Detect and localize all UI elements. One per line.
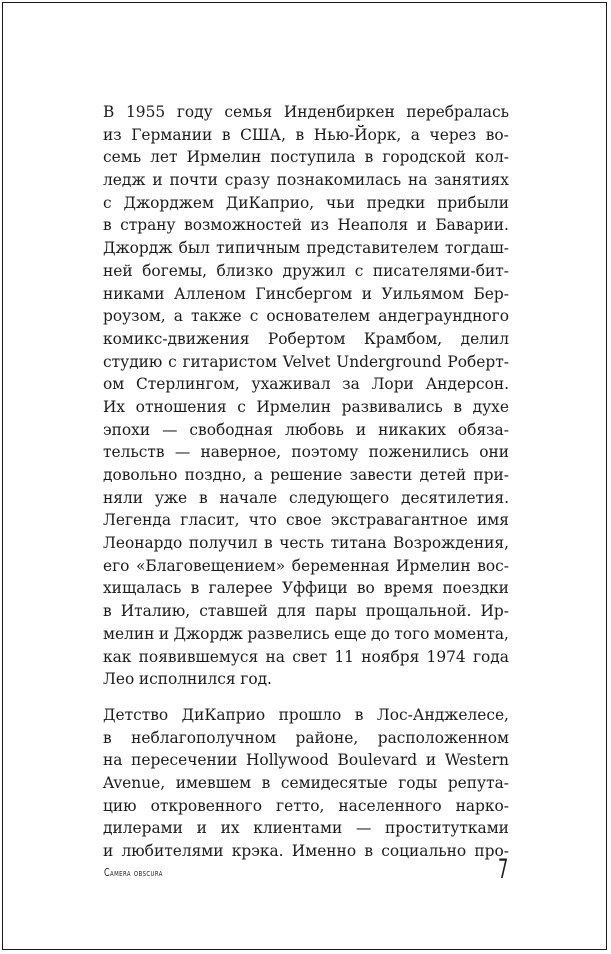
text-line: комикс-движения Робертом Крамбом, делил [103, 329, 509, 348]
page-number: 7 [498, 854, 509, 885]
text-line: студию с гитаристом Velvet Underground Роберт- [103, 352, 509, 371]
text-line: в Италию, ставшей для пары прощальной. Ир- [103, 602, 509, 621]
text-line: Их отношения с Ирмелин развивались в духе [103, 397, 509, 416]
text-line: Джордж был типичным представителем тогдаш- [103, 239, 509, 258]
text-line: тельств — наверное, поэтому поженились они [103, 443, 509, 462]
text-line: эпохи — свободная любовь и никаких обяза- [103, 420, 509, 439]
text-line: Леонардо получил в честь титана Возрождения, [103, 534, 509, 553]
text-line: цию откровенного гетто, населенного нарко- [103, 796, 509, 815]
body-text [103, 101, 509, 863]
paragraph [103, 101, 509, 691]
running-footer-title: Camera obscura [104, 867, 163, 879]
text-line: ледж и почти сразу познакомилась на занятиях [103, 171, 509, 190]
text-line: мелин и Джордж развелись еще до того момента, [103, 624, 509, 643]
text-line: никами Алленом Гинсбергом и Уильямом Бер- [103, 284, 509, 303]
text-line: в неблагополучном районе, расположенном [103, 728, 509, 747]
text-line: на пересечении Hollywood Boulevard и Western [103, 751, 509, 770]
text-line: дилерами и их клиентами — проститутками [103, 819, 509, 838]
text-line: ней богемы, близко дружил с писателями-бит- [103, 261, 509, 280]
text-line: хищалась в галерее Уффици во время поездки [103, 579, 509, 598]
text-line: как появившемуся на свет 11 ноября 1974 года [103, 647, 509, 666]
paragraph-gap [103, 691, 509, 704]
text-line: ом Стерлингом, ухаживал за Лори Андерсон. [103, 375, 509, 394]
text-line: довольно поздно, а решение завести детей при- [103, 466, 509, 484]
text-line: В 1955 году семья Инденбиркен перебралась [103, 103, 509, 121]
text-line: роузом, а также с основателем андеграундного [103, 307, 509, 326]
text-line: Легенда гласит, что свое экстравагантное имя [103, 511, 509, 530]
text-line: в страну возможностей из Неаполя и Баварии. [103, 216, 509, 235]
text-line: из Германии в США, в Нью-Йорк, а через во- [103, 125, 509, 144]
book-page [2, 2, 607, 950]
text-line: Детство ДиКаприо прошло в Лос-Анджелесе, [103, 705, 509, 724]
text-line: няли уже в начале следующего десятилетия. [103, 488, 509, 507]
text-line: с Джорджем ДиКаприо, чьи предки прибыли [103, 193, 509, 212]
text-line: его «Благовещением» беременная Ирмелин вос- [103, 556, 509, 575]
text-line: Avenue, имевшем в семидесятые годы репута- [103, 773, 509, 792]
paragraph [103, 704, 509, 863]
text-line: Лео исполнился год. [103, 670, 272, 689]
text-line: семь лет Ирмелин поступила в городской кол- [103, 148, 509, 167]
text-line: и любителями крэка. Именно в социально про- [103, 842, 509, 860]
